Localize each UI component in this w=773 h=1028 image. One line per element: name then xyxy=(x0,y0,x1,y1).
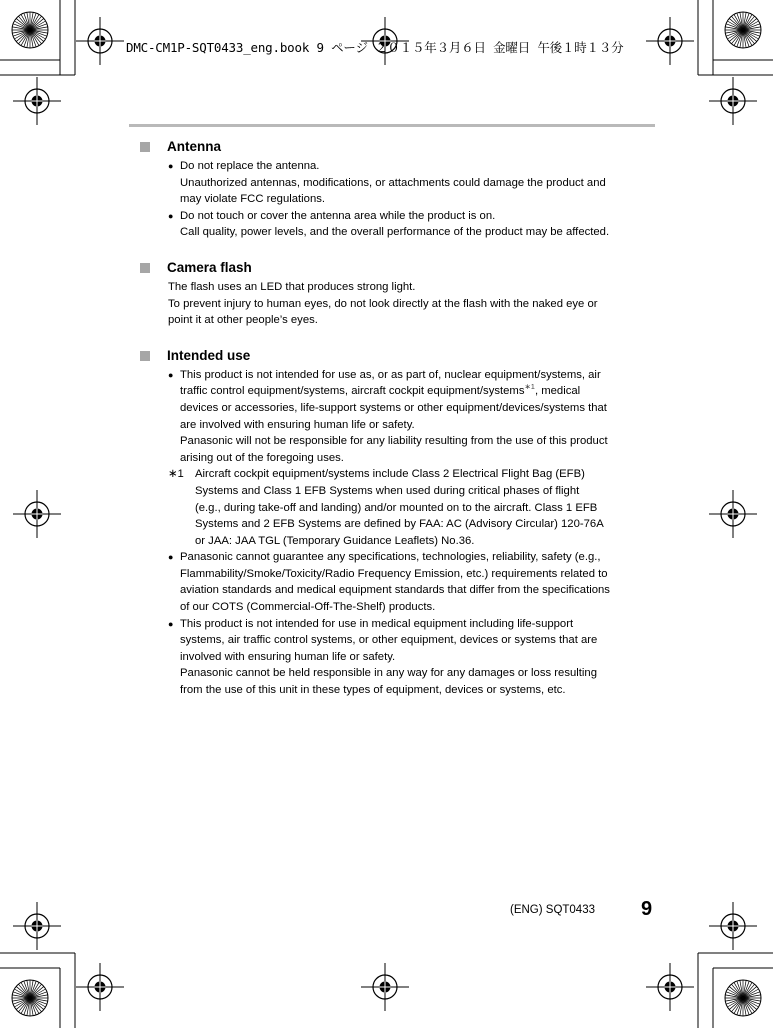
bullet-item xyxy=(168,549,660,615)
square-bullet-icon xyxy=(140,351,150,361)
line-text: are involved with ensuring human life or safety. xyxy=(180,418,415,431)
page-number: 9 xyxy=(641,898,653,920)
section xyxy=(140,259,660,329)
section-title: Camera flash xyxy=(167,259,252,275)
bullet-item xyxy=(168,616,660,699)
text-line xyxy=(180,549,660,566)
text-line xyxy=(180,632,660,649)
line-text: Aircraft cockpit equipment/systems include Class 2 Electrical Flight Bag (EFB) xyxy=(195,468,585,481)
line-text: Panasonic cannot guarantee any specifications, technologies, reliability, safety (e.g., xyxy=(180,551,601,564)
section xyxy=(140,138,660,241)
text-line xyxy=(180,191,660,208)
text-line xyxy=(180,158,660,175)
line-text: To prevent injury to human eyes, do not look directly at the flash with the naked eye or xyxy=(168,297,598,310)
bullet-icon: ● xyxy=(168,552,174,563)
bullet-icon: ● xyxy=(168,369,174,380)
text-line xyxy=(180,682,660,699)
text-line xyxy=(180,224,660,241)
line-text: The flash uses an LED that produces strong light. xyxy=(168,280,416,293)
footer-model-code: (ENG) SQT0433 xyxy=(510,904,595,916)
text-line xyxy=(180,417,660,434)
text-line xyxy=(180,616,660,633)
section xyxy=(140,347,660,699)
text-line xyxy=(180,208,660,225)
section-heading xyxy=(140,138,660,156)
section-title: Antenna xyxy=(167,139,221,154)
text-line xyxy=(180,599,660,616)
starburst-icon xyxy=(12,12,48,48)
line-text: (e.g., during take-off and landing) and/or mounted on to the aircraft. Class 1 EFB xyxy=(195,501,598,514)
text-line xyxy=(180,383,660,400)
line-text: , medical xyxy=(534,385,581,398)
line-text: of our COTS (Commercial-Off-The-Shelf) products. xyxy=(180,601,436,614)
section-title: Intended use xyxy=(167,347,251,363)
print-header-stamp: DMC-CM1P-SQT0433_eng.book 9 ページ ２０１５年３月６日 金曜日 午後１時１３分 xyxy=(126,40,624,55)
starburst-icon xyxy=(12,980,48,1016)
line-text: Do not replace the antenna. xyxy=(180,160,320,172)
line-text: Unauthorized antennas, modifications, or attachments could damage the product and xyxy=(180,176,606,189)
square-bullet-icon xyxy=(140,263,150,273)
bullet-item xyxy=(168,158,660,208)
line-text: may violate FCC regulations. xyxy=(180,193,326,206)
text-line xyxy=(180,582,660,599)
section-heading xyxy=(140,347,660,365)
text-line xyxy=(180,665,660,682)
text-line xyxy=(195,483,660,500)
line-text: Do not touch or cover the antenna area while the product is on. xyxy=(180,209,496,222)
text-line xyxy=(180,649,660,666)
line-text: Panasonic cannot be held responsible in any way for any damages or loss resulting xyxy=(180,667,597,680)
line-text: Call quality, power levels, and the overall performance of the product may be affected. xyxy=(180,226,610,239)
line-text: devices or accessories, life-support systems or other equipment/devices/systems that xyxy=(180,401,607,414)
section-heading xyxy=(140,259,660,277)
bullet-item xyxy=(168,208,660,241)
line-text: This product is not intended for use in medical equipment including life-support xyxy=(180,617,574,630)
line-text: arising out of the foregoing uses. xyxy=(180,451,344,464)
paragraph xyxy=(168,279,660,329)
line-text: involved with ensuring human life or safety. xyxy=(180,650,396,663)
starburst-icon xyxy=(725,980,761,1016)
text-line xyxy=(180,175,660,192)
text-line xyxy=(180,433,660,450)
square-bullet-icon xyxy=(140,142,150,152)
line-text: Systems and Class 1 EFB Systems when used during critical phases of flight xyxy=(195,484,580,497)
bullet-icon: ● xyxy=(168,161,174,171)
bullet-icon: ● xyxy=(168,618,174,629)
line-text: aviation standards and medical equipment standards that differ from the specifications xyxy=(180,584,610,597)
text-line xyxy=(168,312,660,329)
bullet-item xyxy=(168,367,660,467)
text-line xyxy=(168,279,660,296)
footnote-reference: ∗1 xyxy=(524,382,535,392)
line-text: This product is not intended for use as, or as part of, nuclear equipment/systems, air xyxy=(180,368,601,381)
text-line xyxy=(195,516,660,533)
line-text: from the use of this unit in these types of equipment, devices or systems, etc. xyxy=(180,684,566,697)
text-line xyxy=(195,466,660,483)
line-text: Systems and 2 EFB Systems are defined by FAA: AC (Advisory Circular) 120-76A xyxy=(195,518,604,531)
footnote-item xyxy=(168,466,660,549)
text-line xyxy=(168,296,660,313)
text-line xyxy=(195,533,660,550)
starburst-icon xyxy=(725,12,761,48)
main-content xyxy=(140,138,660,717)
line-text: Flammability/Smoke/Toxicity/Radio Frequency Emission, etc.) requirements related to xyxy=(180,567,608,580)
line-text: traffic control equipment/systems, aircraft cockpit equipment/systems xyxy=(180,385,525,398)
line-text: or JAA: JAA TGL (Temporary Guidance Leaflets) No.36. xyxy=(195,534,475,547)
line-text: point it at other people’s eyes. xyxy=(168,314,318,327)
text-line xyxy=(180,367,660,384)
footnote-mark: ∗1 xyxy=(168,468,184,481)
text-line xyxy=(195,500,660,517)
line-text: systems, air traffic control systems, or other equipment, devices or systems that are xyxy=(180,634,598,647)
text-line xyxy=(180,400,660,417)
bullet-icon: ● xyxy=(168,210,174,221)
text-line xyxy=(180,566,660,583)
text-line xyxy=(180,450,660,467)
line-text: Panasonic will not be responsible for any liability resulting from the use of this product xyxy=(180,435,608,448)
section-divider xyxy=(129,124,655,127)
